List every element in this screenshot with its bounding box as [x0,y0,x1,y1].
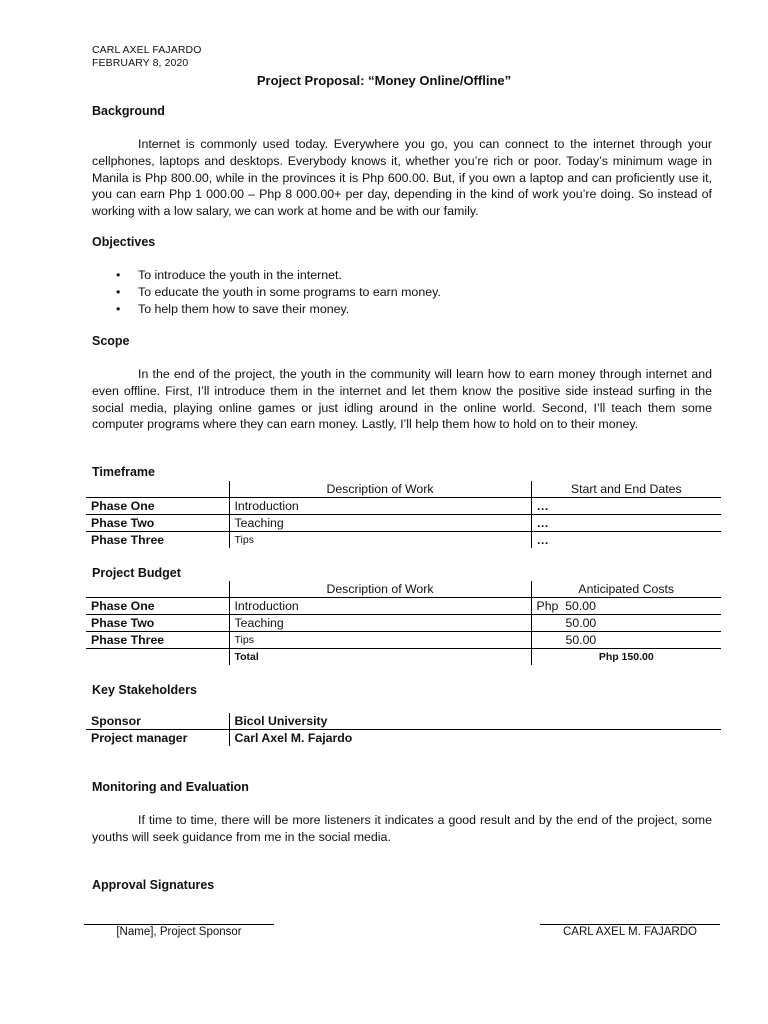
timeframe-table [86,481,721,548]
document-date: FEBRUARY 8, 2020 [92,57,189,69]
objectives-list [92,267,441,318]
role-cell: Sponsor [86,713,229,730]
table-row [86,713,721,730]
monitoring-heading: Monitoring and Evaluation [92,780,249,794]
total-value: Php 150.00 [531,649,721,666]
column-header: Description of Work [229,481,531,498]
phase-cell: Phase Two [86,615,229,632]
approval-heading: Approval Signatures [92,878,215,892]
stakeholders-table [86,713,721,746]
scope-heading: Scope [92,334,130,348]
objectives-heading: Objectives [92,235,156,249]
table-row [86,532,721,549]
name-cell: Bicol University [229,713,721,730]
phase-cell: Phase One [86,498,229,515]
page-title: Project Proposal: “Money Online/Offline” [256,73,512,88]
cost-cell: 50.00 [531,632,721,649]
column-header: Description of Work [229,581,531,598]
sponsor-caption: [Name], Project Sponsor [116,926,242,938]
role-cell: Project manager [91,731,188,745]
stakeholders-heading: Key Stakeholders [92,683,197,697]
work-cell: Introduction [229,498,531,515]
monitoring-paragraph: If time to time, there will be more listeners it indicates a good result and by the end of the project, some youths will seek guidance from me in the social media. [92,813,712,844]
signature-line-manager [540,924,720,925]
bullet-icon: • [116,285,121,299]
phase-cell: Phase Three [86,632,229,649]
work-cell: Teaching [229,615,531,632]
manager-caption: CARL AXEL M. FAJARDO [563,926,697,938]
dates-cell: … [531,498,721,515]
list-item [92,301,441,318]
phase-cell: Phase Three [91,533,165,547]
bullet-icon: • [116,302,121,316]
column-header: Start and End Dates [531,481,721,498]
work-cell: Tips [229,632,531,649]
author-name: CARL AXEL FAJARDO [92,44,202,56]
cost-cell: Php 50.00 [531,598,721,615]
phase-cell: Phase Two [86,515,229,532]
table-header-row [86,581,721,598]
dates-cell: … [531,532,721,549]
budget-heading: Project Budget [92,566,181,580]
table-total-row [86,649,721,666]
table-row [86,615,721,632]
objective-text: To introduce the youth in the internet. [138,268,342,282]
signature-line-sponsor [84,924,274,925]
dates-cell: … [531,515,721,532]
table-row [86,515,721,532]
table-row [86,632,721,649]
phase-cell: Phase One [86,598,229,615]
list-item [92,284,441,301]
objective-text: To help them how to save their money. [138,302,350,316]
scope-paragraph: In the end of the project, the youth in the community will learn how to earn money through internet and even offline. First, I’ll introduce them in the internet and let them know the positive side instead surfing in the social media, playing online games or just idling around in the online world. Second, I’ll teach them some computer programs where they can earn money. Lastly, I’ll help them how to hold on to their money. [92,367,712,432]
work-cell: Introduction [229,598,531,615]
table-row [86,730,721,747]
table-header-row [86,481,721,498]
work-cell: Teaching [229,515,531,532]
column-header: Anticipated Costs [531,581,721,598]
list-item [92,267,441,284]
work-cell: Tips [229,532,531,549]
background-heading: Background [92,104,165,118]
bullet-icon: • [116,268,121,282]
cost-cell: 50.00 [531,615,721,632]
budget-table [86,581,721,665]
objective-text: To educate the youth in some programs to earn money. [138,285,441,299]
name-cell: Carl Axel M. Fajardo [229,730,721,747]
total-label: Total [229,649,531,666]
background-paragraph: Internet is commonly used today. Everywhere you go, you can connect to the internet through your cellphones, laptops and desktops. Everybody knows it, whether you’re rich or poor. Today’s minimum wage in Manila is Php 800.00, while in the provinces it is Php 600.00. But, if you own a laptop and can proficiently use it, you can earn Php 1 000.00 – Php 8 000.00+ per day, depending in the kind of work you’re doing. So instead of working with a low salary, we can work at home and be with our family. [92,137,712,219]
table-row [86,498,721,515]
timeframe-heading: Timeframe [92,465,155,479]
table-row [86,598,721,615]
